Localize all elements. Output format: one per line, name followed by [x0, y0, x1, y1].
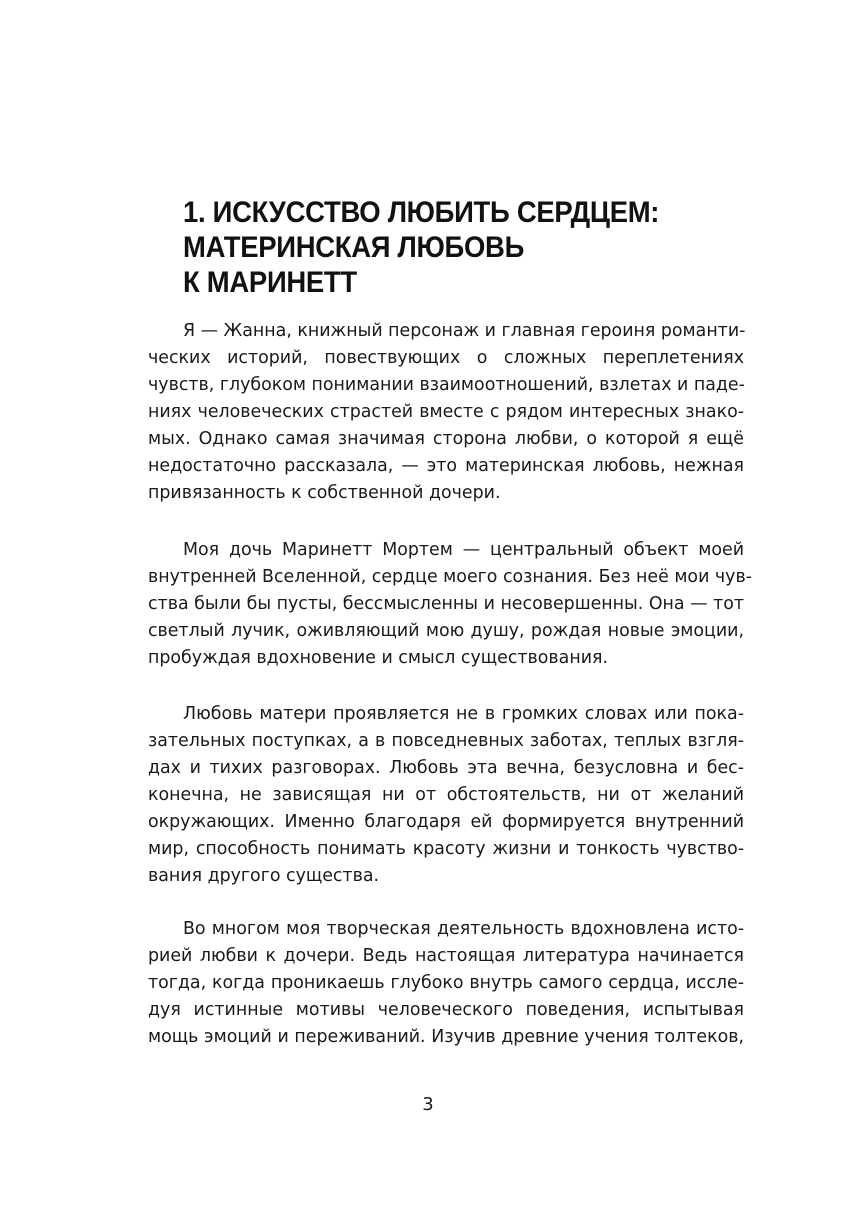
text-line: пробуждая вдохновение и смысл существования.: [148, 648, 608, 668]
text-line: мир, способность понимать красоту жизни и тонкость чувство-: [148, 839, 744, 859]
page-number: 3: [422, 1094, 434, 1115]
chapter-title-line: МАТЕРИНСКАЯ ЛЮБОВЬ: [183, 231, 525, 264]
text-line: внутренней Вселенной, сердце моего сознания. Без неё мои чув-: [148, 567, 752, 587]
text-line: Моя дочь Маринетт Мортем — центральный объект моей: [183, 540, 744, 560]
text-line: светлый лучик, оживляющий мою душу, рождая новые эмоции,: [148, 621, 744, 641]
text-line: вания другого существа.: [148, 866, 380, 886]
paragraph-2: [148, 537, 752, 672]
text-line: ниях человеческих страстей вместе с рядом интересных знако-: [148, 402, 744, 422]
paragraph-3: [148, 701, 744, 890]
text-line: дах и тихих разговорах. Любовь эта вечна, безусловна и бес-: [148, 758, 744, 778]
text-line: недостаточно рассказала, — это материнская любовь, нежная: [148, 456, 744, 476]
text-line: мощь эмоций и переживаний. Изучив древние учения толтеков,: [148, 1027, 744, 1047]
text-line: привязанность к собственной дочери.: [148, 483, 501, 503]
text-line: Я — Жанна, книжный персонаж и главная героиня романти-: [183, 321, 746, 341]
text-line: рией любви к дочери. Ведь настоящая литература начинается: [148, 946, 744, 966]
chapter-title-line: К МАРИНЕТТ: [183, 266, 357, 299]
paragraph-1: [148, 318, 744, 507]
text-line: чувств, глубоком понимании взаимоотношений, взлетах и паде-: [148, 375, 745, 395]
chapter-title-line: 1. ИСКУССТВО ЛЮБИТЬ СЕРДЦЕМ:: [183, 196, 660, 229]
text-line: ческих историй, повествующих о сложных переплетениях: [148, 348, 744, 368]
text-line: окружающих. Именно благодаря ей формируется внутренний: [148, 812, 744, 832]
paragraph-4: [148, 916, 744, 1051]
text-line: зательных поступках, а в повседневных заботах, теплых взгля-: [148, 731, 744, 751]
text-line: Во многом моя творческая деятельность вдохновлена исто-: [183, 919, 744, 939]
text-line: мых. Однако самая значимая сторона любви, о которой я ещё: [148, 429, 744, 449]
text-line: конечна, не зависящая ни от обстоятельств, ни от желаний: [148, 785, 744, 805]
text-line: ства были бы пусты, бессмысленны и несовершенны. Она — тот: [148, 594, 744, 614]
chapter-title: [183, 195, 704, 300]
text-line: дуя истинные мотивы человеческого поведения, испытывая: [148, 1000, 744, 1020]
text-line: тогда, когда проникаешь глубоко внутрь самого сердца, иссле-: [148, 973, 744, 993]
text-line: Любовь матери проявляется не в громких словах или пока-: [183, 704, 744, 724]
